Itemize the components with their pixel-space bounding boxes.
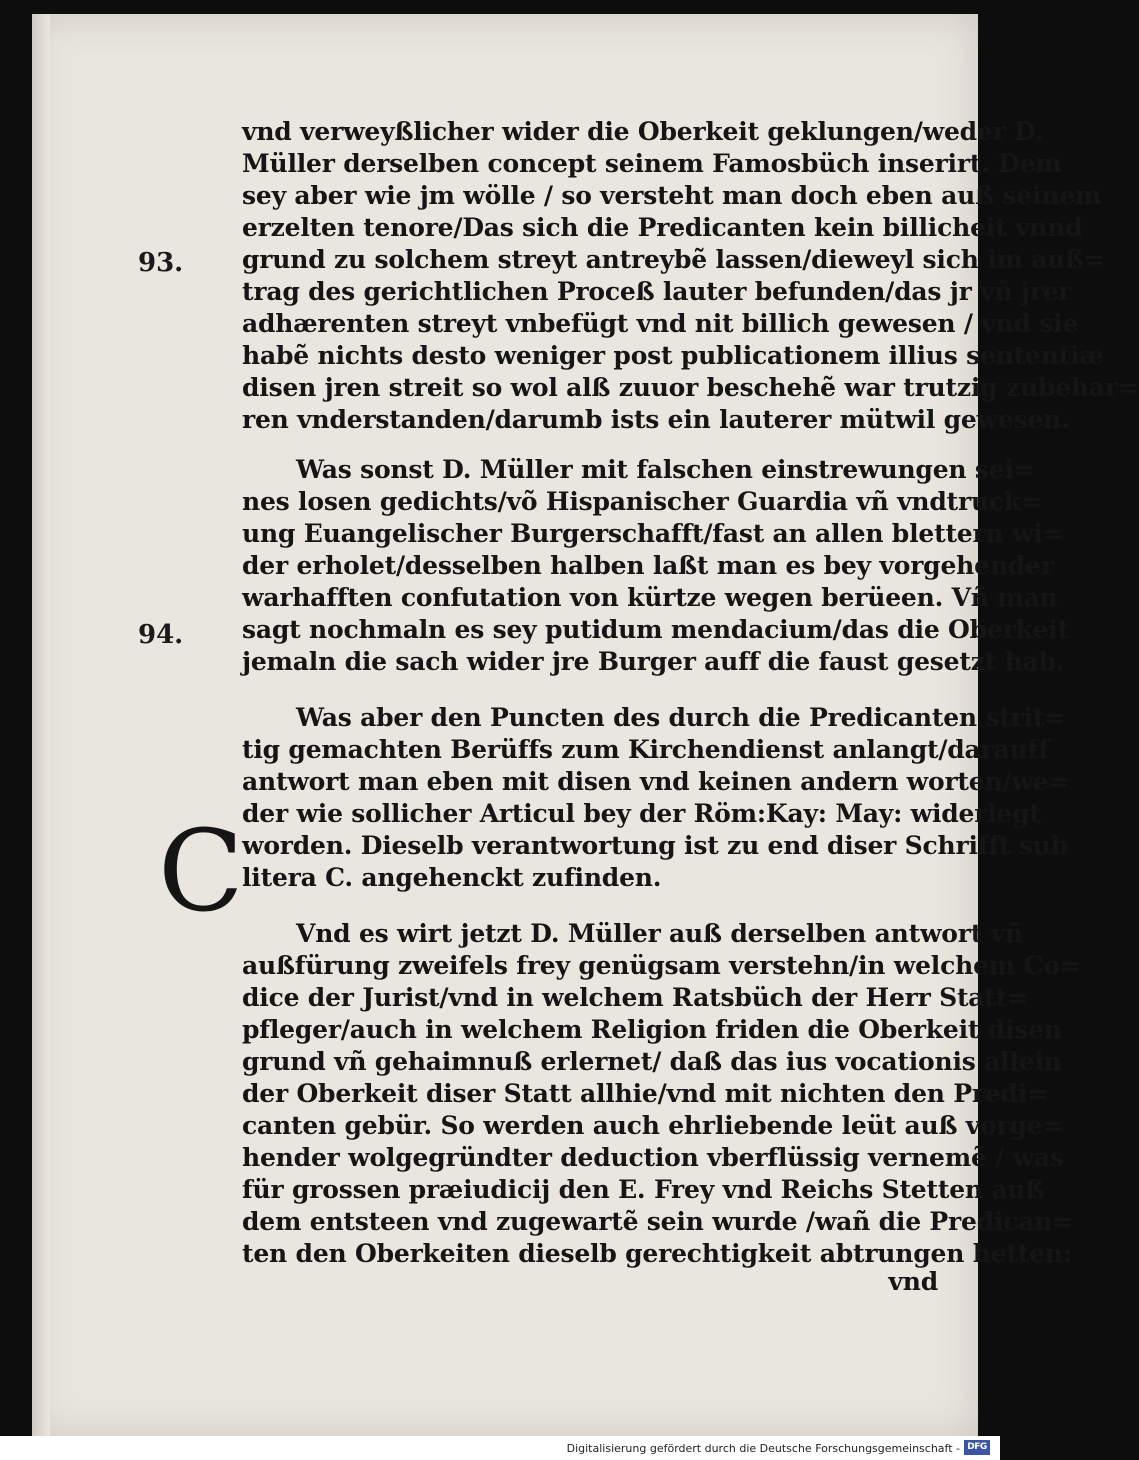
text-line: Müller derselben concept seinem Famosbüch inserirt. Dem xyxy=(242,149,1062,178)
footer-bar xyxy=(0,1436,1000,1460)
dfg-logo: DFG xyxy=(964,1440,990,1455)
text-line: außfürung zweifels frey genügsam verstehn/in welchem Co= xyxy=(242,951,1081,980)
text-line: canten gebür. So werden auch ehrliebende leüt auß vorge= xyxy=(242,1111,1064,1140)
text-line: grund vñ gehaimnuß erlernet/ daß das ius vocationis allein xyxy=(242,1047,1062,1076)
text-line: warhafften confutation von kürtze wegen berüeen. Vñ man xyxy=(242,583,1058,612)
text-line: Was aber den Puncten des durch die Predicanten strit= xyxy=(296,703,1065,732)
text-line: Vnd es wirt jetzt D. Müller auß derselben antwort vñ xyxy=(296,919,1023,948)
text-line: der Oberkeit diser Statt allhie/vnd mit nichten den Predi= xyxy=(242,1079,1048,1108)
text-line: Was sonst D. Müller mit falschen einstrewungen sei= xyxy=(296,455,1035,484)
text-line: ten den Oberkeiten dieselb gerechtigkeit abtrungen hetten: xyxy=(242,1239,1072,1268)
text-line: der wie sollicher Articul bey der Röm:Kay: May: widerlegt xyxy=(242,799,1041,828)
text-line: sagt nochmaln es sey putidum mendacium/das die Oberkeit xyxy=(242,615,1070,644)
text-line: grund zu solchem streyt antreybẽ lassen/dieweyl sich im auß= xyxy=(242,245,1105,274)
margin-note-93: 93. xyxy=(138,248,184,278)
text-line: disen jren streit so wol alß zuuor beschehẽ war trutzig zubehar= xyxy=(242,373,1139,402)
text-line: sey aber wie jm wölle / so versteht man doch eben auß seinem xyxy=(242,181,1102,210)
text-line: jemaln die sach wider jre Burger auff die faust gesetzt hab. xyxy=(242,647,1065,676)
text-line: antwort man eben mit disen vnd keinen andern worten/we= xyxy=(242,767,1070,796)
text-line: ren vnderstanden/darumb ists ein lauterer mütwil gewesen. xyxy=(242,405,1070,434)
margin-note-94: 94. xyxy=(138,620,184,650)
text-line: worden. Dieselb verantwortung ist zu end diser Schrifft sub xyxy=(242,831,1068,860)
text-line: dem entsteen vnd zugewartẽ sein wurde /wañ die Predican= xyxy=(242,1207,1074,1236)
text-line: pfleger/auch in welchem Religion friden die Oberkeit disen xyxy=(242,1015,1062,1044)
text-line: erzelten tenore/Das sich die Predicanten kein billicheit vnnd xyxy=(242,213,1083,242)
catchword: vnd xyxy=(888,1267,938,1296)
text-line: litera C. angehenckt zufinden. xyxy=(242,863,662,892)
footer-credit: Digitalisierung gefördert durch die Deutsche Forschungsgemeinschaft - xyxy=(566,1442,960,1455)
text-line: tig gemachten Berüffs zum Kirchendienst anlangt/darauff xyxy=(242,735,1049,764)
initial-letter: C xyxy=(158,807,244,937)
text-line: trag des gerichtlichen Proceß lauter befunden/das jr vñ jrer xyxy=(242,277,1072,306)
text-line: dice der Jurist/vnd in welchem Ratsbüch der Herr Statt= xyxy=(242,983,1028,1012)
page-spine-shadow xyxy=(32,14,50,1436)
text-line: hender wolgegründter deduction vberflüssig vernemẽ / was xyxy=(242,1143,1064,1172)
text-line: der erholet/desselben halben laßt man es bey vorgehender xyxy=(242,551,1054,580)
text-line: vnd verweyßlicher wider die Oberkeit geklungen/weder D. xyxy=(242,117,1044,146)
text-line: adhærenten streyt vnbefügt vnd nit billich gewesen / vnd sie xyxy=(242,309,1079,338)
text-line: ung Euangelischer Burgerschafft/fast an allen blettern wi= xyxy=(242,519,1064,548)
text-line: nes losen gedichts/võ Hispanischer Guardia vñ vndtruck= xyxy=(242,487,1042,516)
text-line: für grossen præiudicij den E. Frey vnd Reichs Stetten auß xyxy=(242,1175,1045,1204)
text-line: habẽ nichts desto weniger post publicationem illius sententiæ xyxy=(242,341,1104,370)
